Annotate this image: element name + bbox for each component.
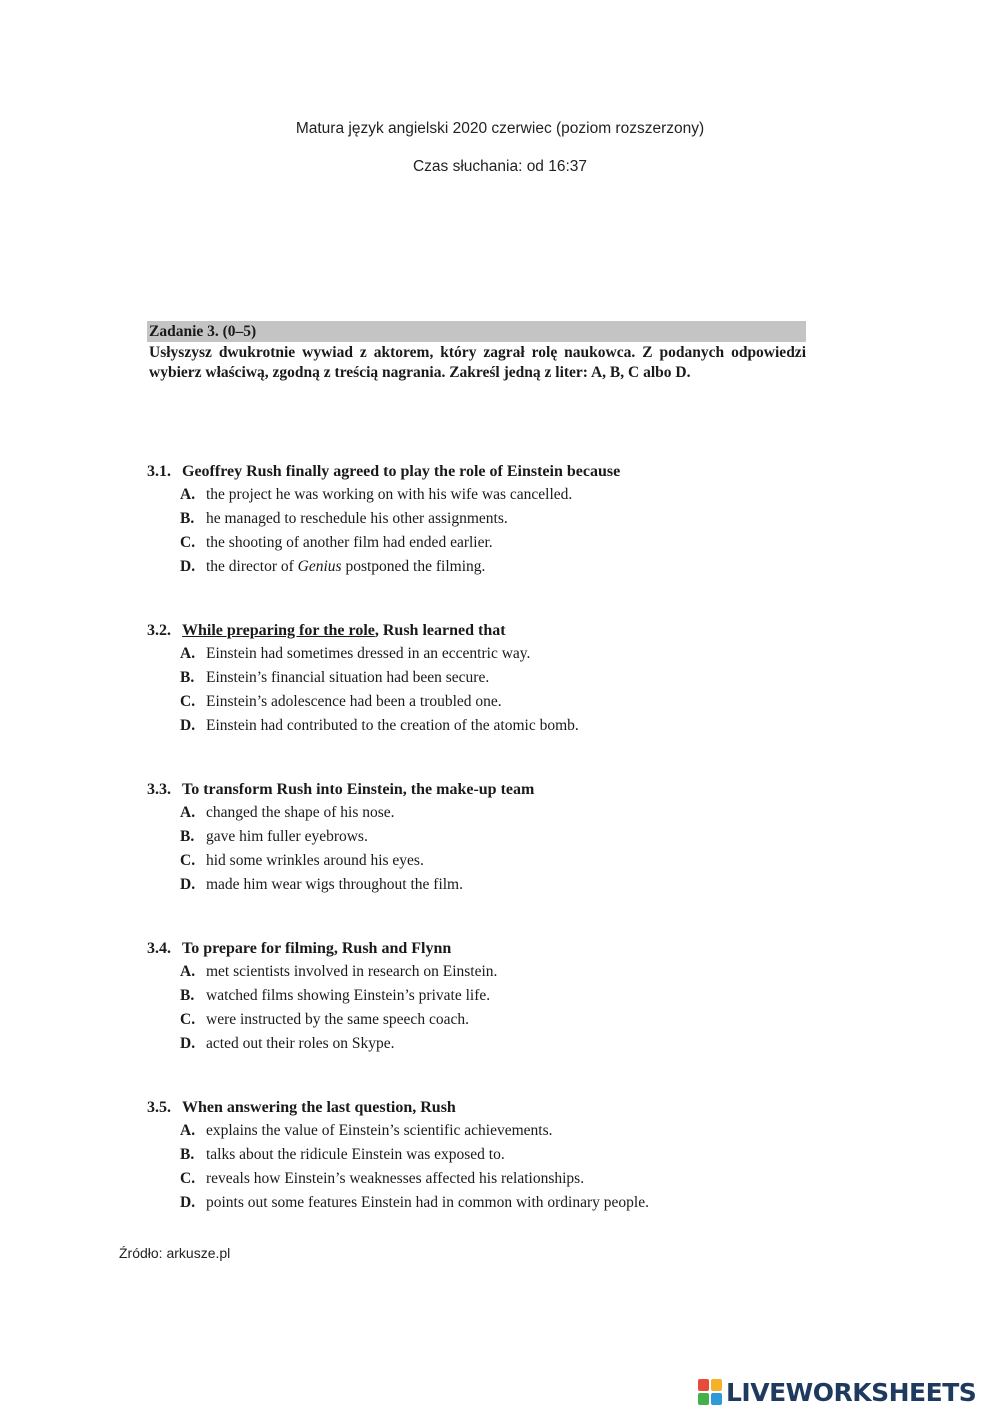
option-text: Einstein’s financial situation had been secure. — [206, 669, 490, 686]
option-text: talks about the ridicule Einstein was exposed to. — [206, 1146, 505, 1163]
question-text: To prepare for filming, Rush and Flynn — [182, 940, 452, 957]
question-stem — [147, 460, 747, 483]
question-number: 3.1. — [147, 463, 171, 480]
question-number: 3.4. — [147, 940, 171, 957]
option-letter: D. — [180, 558, 196, 575]
option-letter: B. — [180, 828, 195, 845]
option-c[interactable] — [147, 849, 747, 873]
option-letter: A. — [180, 1122, 196, 1139]
option-text: met scientists involved in research on Einstein. — [206, 963, 498, 980]
logo-tile — [698, 1379, 709, 1391]
option-letter: D. — [180, 1035, 196, 1052]
option-text: the project he was working on with his wife was cancelled. — [206, 486, 573, 503]
liveworksheets-logo[interactable] — [698, 1376, 994, 1410]
option-letter: D. — [180, 717, 196, 734]
option-text: gave him fuller eyebrows. — [206, 828, 368, 845]
option-a[interactable] — [147, 483, 747, 507]
option-text: Einstein’s adolescence had been a troubled one. — [206, 693, 502, 710]
option-text: points out some features Einstein had in common with ordinary people. — [206, 1194, 649, 1211]
option-text: Einstein had sometimes dressed in an eccentric way. — [206, 645, 531, 662]
option-letter: B. — [180, 987, 195, 1004]
question-text: When answering the last question, Rush — [182, 1099, 456, 1116]
task-instructions: Usłyszysz dwukrotnie wywiad z aktorem, który zagrał rolę naukowca. Z podanych odpowiedzi wybierz właściwą, zgodną z treścią nagrania. Zakreśl jedną z liter: A, B, C albo D. — [149, 344, 806, 381]
question-stem — [147, 937, 747, 960]
option-text: hid some wrinkles around his eyes. — [206, 852, 424, 869]
option-b[interactable] — [147, 666, 747, 690]
option-b[interactable] — [147, 507, 747, 531]
question-stem — [147, 1096, 747, 1119]
logo-tile — [711, 1379, 722, 1391]
option-letter: C. — [180, 693, 196, 710]
logo-tiles-icon — [698, 1379, 724, 1407]
option-text: the director of — [206, 558, 298, 575]
option-letter: C. — [180, 534, 196, 551]
option-b[interactable] — [147, 1143, 747, 1167]
source-note: Źródło: arkusze.pl — [119, 1245, 231, 1261]
option-letter: C. — [180, 1011, 196, 1028]
question-number: 3.5. — [147, 1099, 171, 1116]
option-text: were instructed by the same speech coach. — [206, 1011, 469, 1028]
logo-tile — [711, 1393, 722, 1405]
option-a[interactable] — [147, 642, 747, 666]
task-header — [147, 321, 806, 383]
option-c[interactable] — [147, 531, 747, 555]
film-title: Genius — [297, 558, 342, 575]
option-d[interactable] — [147, 555, 747, 579]
option-c[interactable] — [147, 1008, 747, 1032]
option-letter: A. — [180, 645, 196, 662]
task-heading: Zadanie 3. (0–5) — [147, 321, 806, 342]
option-letter: C. — [180, 1170, 196, 1187]
option-d[interactable] — [147, 1191, 747, 1215]
option-b[interactable] — [147, 825, 747, 849]
listening-time: Czas słuchania: od 16:37 — [412, 158, 588, 175]
logo-text: LIVEWORKSHEETS — [726, 1378, 977, 1407]
question-number: 3.3. — [147, 781, 171, 798]
option-letter: C. — [180, 852, 196, 869]
question-3-5 — [147, 1096, 747, 1215]
option-text: he managed to reschedule his other assignments. — [206, 510, 508, 527]
option-text: Einstein had contributed to the creation of the atomic bomb. — [206, 717, 579, 734]
question-3-2 — [147, 619, 747, 738]
question-stem — [147, 778, 747, 801]
question-text: , Rush learned that — [374, 622, 506, 639]
option-d[interactable] — [147, 1032, 747, 1056]
option-text: made him wear wigs throughout the film. — [206, 876, 463, 893]
option-letter: B. — [180, 510, 195, 527]
question-3-3 — [147, 778, 747, 897]
option-a[interactable] — [147, 960, 747, 984]
option-b[interactable] — [147, 984, 747, 1008]
option-letter: B. — [180, 1146, 195, 1163]
option-letter: D. — [180, 1194, 196, 1211]
question-number: 3.2. — [147, 622, 171, 639]
logo-tile — [698, 1393, 709, 1405]
question-text-underlined: While preparing for the role — [182, 622, 375, 639]
option-text: watched films showing Einstein’s private life. — [206, 987, 491, 1004]
option-letter: A. — [180, 486, 196, 503]
option-c[interactable] — [147, 1167, 747, 1191]
question-text: To transform Rush into Einstein, the make-up team — [182, 781, 535, 798]
question-stem — [147, 619, 747, 642]
option-text-end: postponed the filming. — [341, 558, 486, 575]
option-text: the shooting of another film had ended earlier. — [206, 534, 493, 551]
option-text: explains the value of Einstein’s scientific achievements. — [206, 1122, 553, 1139]
page-title: Matura język angielski 2020 czerwiec (poziom rozszerzony) — [295, 120, 705, 137]
question-3-1 — [147, 460, 747, 579]
option-a[interactable] — [147, 1119, 747, 1143]
option-letter: A. — [180, 804, 196, 821]
option-c[interactable] — [147, 690, 747, 714]
option-letter: D. — [180, 876, 196, 893]
option-text: changed the shape of his nose. — [206, 804, 395, 821]
option-d[interactable] — [147, 873, 747, 897]
option-d[interactable] — [147, 714, 747, 738]
question-3-4 — [147, 937, 747, 1056]
option-text: reveals how Einstein’s weaknesses affected his relationships. — [206, 1170, 585, 1187]
question-text: Geoffrey Rush finally agreed to play the role of Einstein because — [182, 463, 621, 480]
option-text: acted out their roles on Skype. — [206, 1035, 395, 1052]
option-letter: A. — [180, 963, 196, 980]
option-letter: B. — [180, 669, 195, 686]
option-a[interactable] — [147, 801, 747, 825]
